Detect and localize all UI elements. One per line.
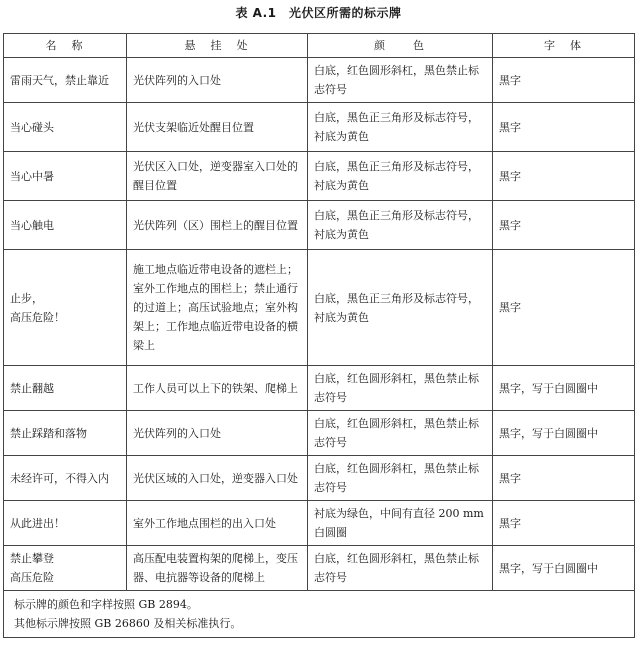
table-row (4, 201, 635, 250)
table-row (4, 103, 635, 152)
table-row (4, 411, 635, 456)
sign-table (3, 33, 635, 638)
cell-location: 光伏区域的入口处，逆变器入口处 (127, 456, 308, 501)
notes-row (4, 591, 635, 638)
cell-font: 黑字，写于白圆圈中 (493, 366, 635, 411)
table-title: 表 A.1 光伏区所需的标示牌 (235, 6, 402, 20)
table-notes (4, 591, 635, 638)
cell-color: 白底，红色圆形斜杠，黑色禁止标志符号 (308, 411, 493, 456)
header-location: 悬 挂 处 (127, 34, 308, 58)
header-color: 颜 色 (308, 34, 493, 58)
cell-name: 止步， 高压危险！ (4, 250, 127, 366)
cell-location: 施工地点临近带电设备的遮栏上；室外工作地点的围栏上；禁止通行的过道上；高压试验地点；室外构架上；工作地点临近带电设备的横梁上 (127, 250, 308, 366)
note-line: 其他标示牌按照 GB 26860 及相关标准执行。 (14, 617, 242, 630)
cell-color: 白底，黑色正三角形及标志符号，衬底为黄色 (308, 103, 493, 152)
cell-location: 光伏阵列的入口处 (127, 411, 308, 456)
cell-location: 室外工作地点围栏的出入口处 (127, 501, 308, 546)
cell-name: 当心碰头 (4, 103, 127, 152)
cell-color: 白底，红色圆形斜杠，黑色禁止标志符号 (308, 58, 493, 103)
cell-font: 黑字，写于白圆圈中 (493, 546, 635, 591)
cell-name: 当心触电 (4, 201, 127, 250)
cell-location: 光伏区入口处，逆变器室入口处的醒目位置 (127, 152, 308, 201)
cell-font: 黑字 (493, 250, 635, 366)
cell-font: 黑字 (493, 103, 635, 152)
cell-font: 黑字 (493, 58, 635, 103)
cell-location: 光伏阵列的入口处 (127, 58, 308, 103)
cell-name: 从此进出！ (4, 501, 127, 546)
cell-font: 黑字 (493, 201, 635, 250)
cell-font: 黑字 (493, 456, 635, 501)
cell-name: 未经许可，不得入内 (4, 456, 127, 501)
cell-color: 白底，黑色正三角形及标志符号，衬底为黄色 (308, 201, 493, 250)
cell-name: 禁止踩踏和落物 (4, 411, 127, 456)
cell-color: 衬底为绿色，中间有直径 200 mm 白圆圈 (308, 501, 493, 546)
cell-font: 黑字 (493, 501, 635, 546)
cell-color: 白底，红色圆形斜杠，黑色禁止标志符号 (308, 546, 493, 591)
table-row (4, 250, 635, 366)
cell-color: 白底，红色圆形斜杠，黑色禁止标志符号 (308, 366, 493, 411)
cell-color: 白底，红色圆形斜杠，黑色禁止标志符号 (308, 456, 493, 501)
header-font: 字 体 (493, 34, 635, 58)
cell-name: 禁止翻越 (4, 366, 127, 411)
cell-name: 雷雨天气，禁止靠近 (4, 58, 127, 103)
header-name: 名 称 (4, 34, 127, 58)
cell-font: 黑字 (493, 152, 635, 201)
note-line: 标示牌的颜色和字样按照 GB 2894。 (14, 598, 198, 611)
cell-name: 当心中暑 (4, 152, 127, 201)
table-row (4, 152, 635, 201)
table-row (4, 456, 635, 501)
cell-location: 光伏阵列（区）围栏上的醒目位置 (127, 201, 308, 250)
cell-location: 光伏支架临近处醒目位置 (127, 103, 308, 152)
table-row (4, 58, 635, 103)
table-row (4, 546, 635, 591)
cell-color: 白底，黑色正三角形及标志符号，衬底为黄色 (308, 250, 493, 366)
cell-name: 禁止攀登 高压危险 (4, 546, 127, 591)
table-row (4, 501, 635, 546)
cell-location: 高压配电装置构架的爬梯上，变压器、电抗器等设备的爬梯上 (127, 546, 308, 591)
cell-location: 工作人员可以上下的铁架、爬梯上 (127, 366, 308, 411)
cell-font: 黑字，写于白圆圈中 (493, 411, 635, 456)
header-row (4, 34, 635, 58)
table-row (4, 366, 635, 411)
cell-color: 白底，黑色正三角形及标志符号，衬底为黄色 (308, 152, 493, 201)
